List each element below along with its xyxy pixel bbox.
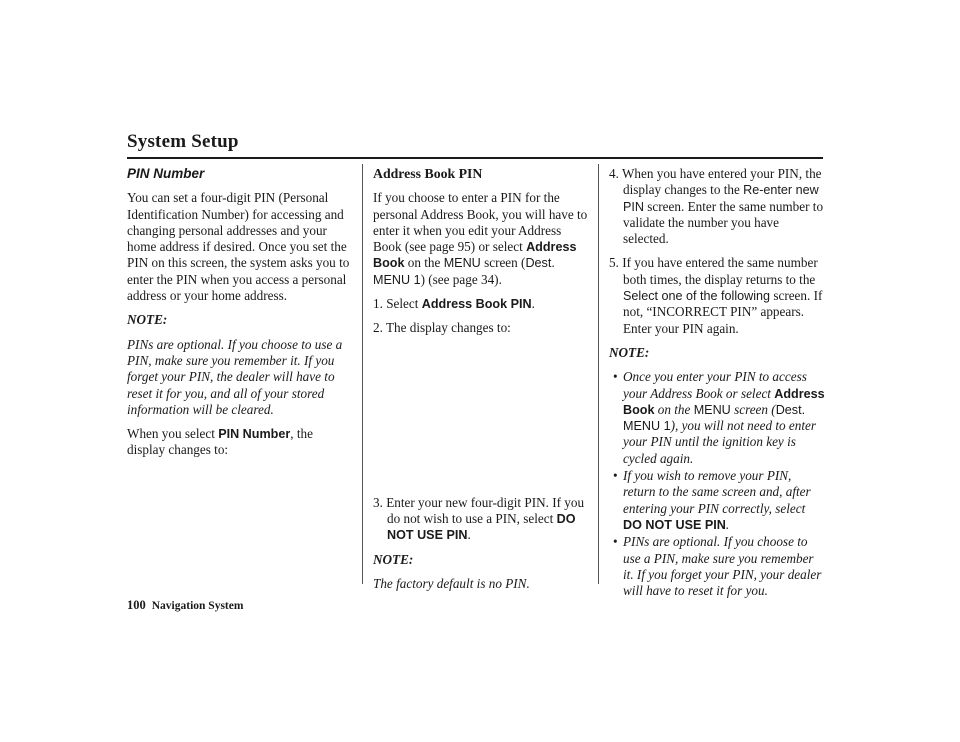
list-item: • Once you enter your PIN to access your Address Book or select Address Book on the MENU screen (Dest. MENU 1), you will not need to enter your PIN until the ignition key is cycled again. [613, 369, 825, 466]
note-text: PINs are optional. If you choose to use a PIN, make sure you remember it. If you forget your PIN, the dealer will have to reset it for you, and all of your stored information will be cleared. [127, 336, 343, 417]
column-3 [609, 166, 825, 600]
page-footer [127, 598, 243, 613]
do-not-use-pin-term: DO NOT USE PIN [387, 511, 576, 543]
column-divider-2 [598, 164, 599, 584]
step-5: 5. If you have entered the same number both times, the display returns to the Select one of the following screen. If not, “INCORRECT PIN” appears. Enter your PIN again. [609, 255, 823, 336]
bullet-icon: • [613, 534, 618, 550]
bullet-icon: • [613, 468, 618, 484]
select-pin-paragraph: When you select PIN Number, the display changes to: [127, 426, 313, 458]
step-4: 4. When you have entered your PIN, the display changes to the Re-enter new PIN screen. Enter the same number to validate the number you have selected. [609, 166, 824, 247]
select-one-term: Select one of the following [623, 289, 771, 304]
column-divider-1 [362, 164, 363, 584]
address-book-paragraph: If you choose to enter a PIN for the personal Address Book, you will have to enter it when you edit your Address Book (see page 95) or select Address Book on the MENU screen (Dest. MENU 1) (see page 34). [373, 190, 588, 287]
column-1 [127, 166, 353, 467]
pin-number-term: PIN Number [218, 427, 291, 442]
dest-menu-term: Dest. MENU 1 [373, 256, 555, 287]
section-heading-address-book-pin: Address Book PIN [373, 166, 483, 181]
menu-term: MENU [443, 256, 481, 271]
title-rule [127, 157, 823, 159]
step-1: 1. Select Address Book PIN. [373, 296, 535, 312]
list-item: • PINs are optional. If you choose to use a PIN, make sure you remember it. If you forget your PIN, your dealer will have to reset it for you. [613, 534, 822, 599]
pin-intro-paragraph: You can set a four-digit PIN (Personal Identification Number) for accessing and changing personal addresses and your home address if desired. Once you set the PIN on this screen, the system asks you to enter the PIN when you access a personal address or your home address. [127, 190, 350, 304]
note-text-2: The factory default is no PIN. [373, 575, 530, 591]
address-book-term: Address Book [373, 240, 577, 271]
re-enter-pin-term: Re-enter new PIN [623, 183, 819, 214]
column-2 [373, 166, 591, 600]
note-label-2: NOTE: [373, 551, 414, 567]
note-label: NOTE: [127, 312, 168, 328]
address-book-pin-term: Address Book PIN [421, 297, 532, 312]
page-number: 100 [127, 598, 146, 612]
step-3: 3. Enter your new four-digit PIN. If you do not wish to use a PIN, select DO NOT USE PIN. [373, 494, 585, 543]
list-item: • If you wish to remove your PIN, return to the same screen and, after entering your PIN correctly, select DO NOT USE PIN. [613, 468, 811, 532]
note-label-3: NOTE: [609, 344, 650, 360]
step-2: 2. The display changes to: [373, 320, 511, 336]
page-title: System Setup [127, 131, 239, 152]
footer-section: Navigation System [151, 600, 244, 612]
screen-image-placeholder [373, 345, 591, 495]
notes-list [609, 369, 825, 599]
section-heading-pin-number: PIN Number [127, 166, 205, 181]
bullet-icon: • [613, 369, 618, 385]
